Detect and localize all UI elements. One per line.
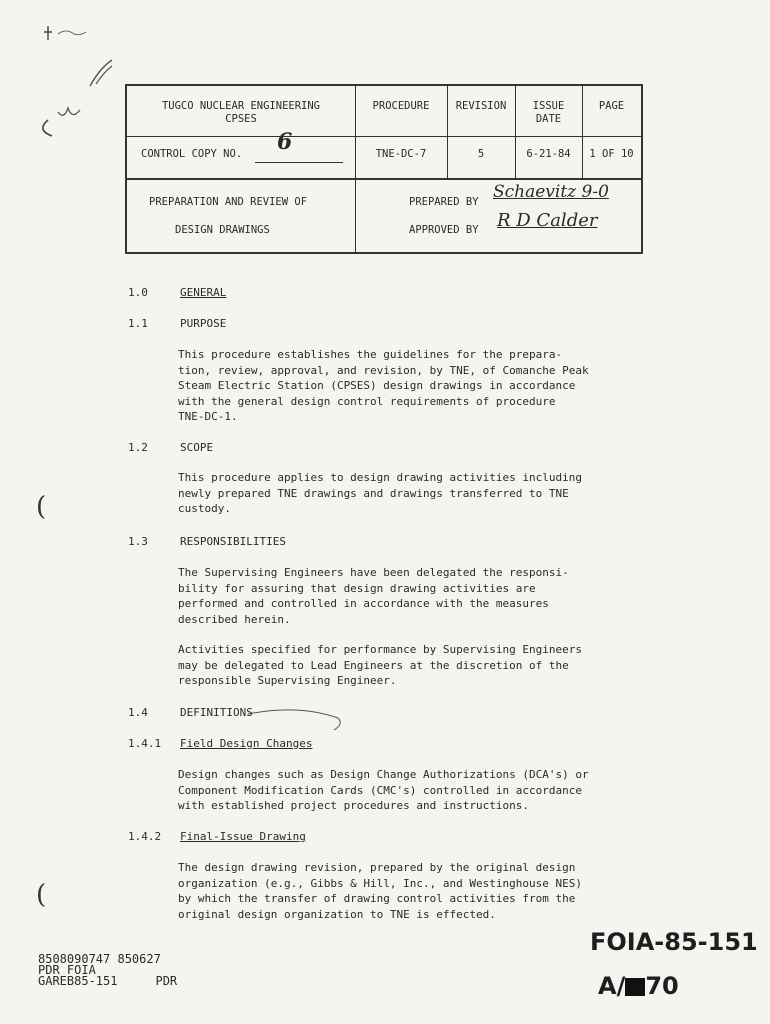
header-table xyxy=(125,84,643,254)
text-line: ISSUE xyxy=(532,100,565,112)
revision-col-header: REVISION xyxy=(455,100,507,112)
control-copy-label: CONTROL COPY NO. xyxy=(141,148,243,160)
section-number: 1.4 xyxy=(128,706,148,719)
foia-handwritten-number: FOIA-85-151 xyxy=(590,928,758,956)
text-line: TUGCO NUCLEAR ENGINEERING xyxy=(161,100,321,112)
page-col-header: PAGE xyxy=(598,100,625,112)
table-rule xyxy=(127,178,641,180)
issue-date-value: 6-21-84 xyxy=(526,148,571,160)
text-line: The design drawing revision, prepared by the original design xyxy=(178,861,576,874)
text-line: PDR xyxy=(155,974,178,988)
binder-hole-mark: ( xyxy=(36,880,47,910)
approved-by-label: APPROVED BY xyxy=(409,224,479,236)
section-title: PURPOSE xyxy=(180,317,227,330)
responsibilities-paragraph-2 xyxy=(178,642,656,689)
scope-paragraph xyxy=(178,470,656,517)
text-line: described herein. xyxy=(178,612,291,626)
section-number: 1.4.1 xyxy=(128,737,162,750)
section-number: 1.1 xyxy=(128,317,148,330)
approved-by-signature: R D Calder xyxy=(497,210,598,231)
text-line: Steam Electric Station (CPSES) design drawings in accordance xyxy=(178,379,576,393)
section-number: 1.4.2 xyxy=(128,830,162,843)
text-line: 70 xyxy=(645,972,679,1000)
section-title: SCOPE xyxy=(180,441,214,454)
responsibilities-paragraph-1 xyxy=(178,565,656,627)
text-line: This procedure establishes the guidelines for the prepara- xyxy=(178,348,563,361)
section-title: GENERAL xyxy=(180,286,227,299)
text-line: original design organization to TNE is effected. xyxy=(178,907,496,921)
text-line: CPSES xyxy=(225,113,257,125)
text-line: Activities specified for performance by Supervising Engineers xyxy=(178,643,582,656)
text-line: Component Modification Cards (CMC's) controlled in accordance xyxy=(178,783,582,797)
section-title: Final-Issue Drawing xyxy=(180,830,306,843)
text-line: The Supervising Engineers have been delegated the responsi- xyxy=(178,566,569,579)
procedure-value: TNE-DC-7 xyxy=(375,148,427,160)
text-line: DATE xyxy=(535,113,562,125)
binder-hole-mark: ( xyxy=(36,492,47,522)
purpose-paragraph xyxy=(178,347,656,425)
text-line: GAREB85-151 xyxy=(38,974,118,988)
text-line: 8508090747 850627 xyxy=(38,952,161,966)
section-title: DEFINITIONS xyxy=(180,706,253,719)
section-title: Field Design Changes xyxy=(180,737,313,750)
text-line: performed and controlled in accordance with the measures xyxy=(178,597,549,611)
text-line: TNE-DC-1. xyxy=(178,410,238,424)
text-line: Design changes such as Design Change Authorizations (DCA's) or xyxy=(178,768,589,781)
prepared-by-signature: Schaevitz 9-0 xyxy=(493,182,609,202)
foia-handwritten-mark xyxy=(598,972,679,1000)
text-line: by which the transfer of drawing control activities from the xyxy=(178,892,576,906)
text-line: with the general design control requirements of procedure xyxy=(178,394,556,408)
text-line: newly prepared TNE drawings and drawings transferred to TNE xyxy=(178,486,569,500)
text-line: organization (e.g., Gibbs & Hill, Inc., and Westinghouse NES) xyxy=(178,876,582,890)
page-value: 1 OF 10 xyxy=(589,148,634,160)
issue-date-col-header xyxy=(515,100,582,126)
doc-title-line2: DESIGN DRAWINGS xyxy=(175,224,270,236)
section-number: 1.0 xyxy=(128,286,148,299)
section-title: RESPONSIBILITIES xyxy=(180,535,286,548)
redaction-block xyxy=(625,978,645,996)
revision-value: 5 xyxy=(477,148,485,160)
text-line: tion, review, approval, and revision, by TNE, of Comanche Peak xyxy=(178,363,589,377)
text-line: responsible Supervising Engineer. xyxy=(178,674,397,688)
table-rule xyxy=(255,162,343,163)
section-number: 1.3 xyxy=(128,535,148,548)
text-line: custody. xyxy=(178,502,231,516)
org-name xyxy=(127,100,355,126)
field-design-changes-paragraph xyxy=(178,767,656,814)
final-issue-drawing-paragraph xyxy=(178,860,656,922)
text-line: PDR FOIA xyxy=(38,963,96,977)
procedure-col-header: PROCEDURE xyxy=(372,100,430,112)
text-line: may be delegated to Lead Engineers at the discretion of the xyxy=(178,658,569,672)
table-rule xyxy=(127,136,641,137)
definitions-pen-stroke xyxy=(240,700,350,730)
accession-stamp xyxy=(38,954,177,987)
top-left-scribble xyxy=(30,20,130,150)
control-copy-number: 6 xyxy=(277,129,293,155)
text-line: A/ xyxy=(598,972,626,1000)
doc-title-line1: PREPARATION AND REVIEW OF xyxy=(149,196,308,208)
text-line: bility for assuring that design drawing activities are xyxy=(178,581,536,595)
text-line: This procedure applies to design drawing activities including xyxy=(178,471,582,484)
text-line: with established project procedures and instructions. xyxy=(178,799,529,813)
prepared-by-label: PREPARED BY xyxy=(409,196,479,208)
section-number: 1.2 xyxy=(128,441,148,454)
